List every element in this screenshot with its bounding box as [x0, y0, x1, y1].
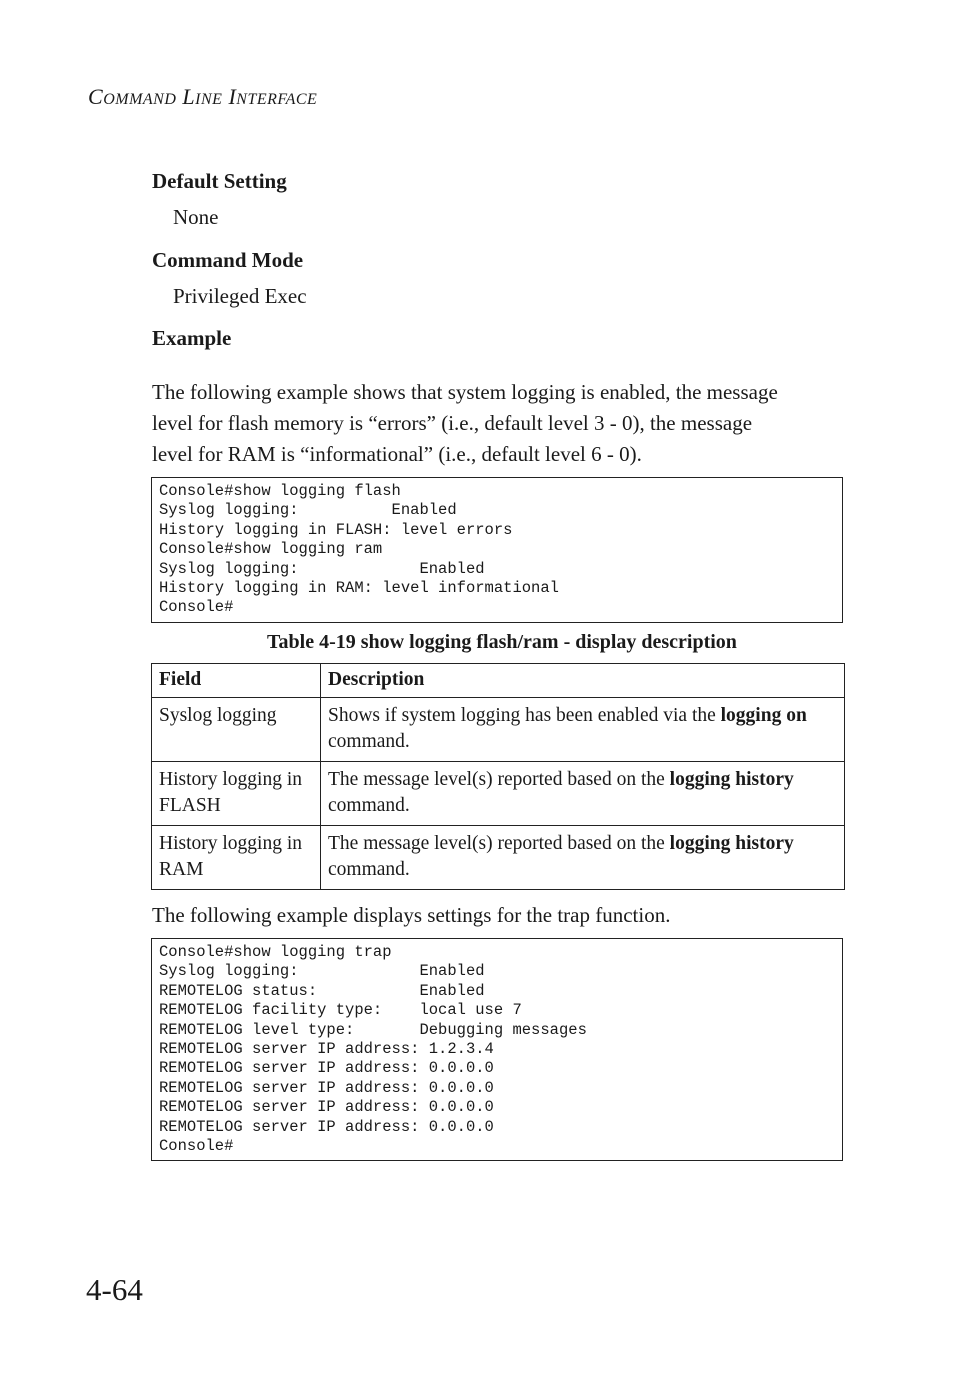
code-line: REMOTELOG server IP address: 1.2.3.4	[159, 1039, 494, 1058]
header-initial-3: I	[228, 84, 237, 109]
code-block-trap	[151, 938, 843, 1161]
description-cell	[321, 762, 845, 826]
desc-command: logging on	[720, 705, 807, 726]
intro-line: level for flash memory is “errors” (i.e., default level 3 - 0), the message	[152, 411, 753, 435]
code-line: REMOTELOG server IP address: 0.0.0.0	[159, 1059, 494, 1078]
description-cell	[321, 698, 845, 762]
desc-text: The message level(s) reported based on the	[328, 769, 670, 790]
field-cell: History logging in FLASH	[152, 762, 321, 826]
code-line: REMOTELOG level type: Debugging messages	[159, 1020, 587, 1039]
intro-paragraph	[152, 377, 852, 470]
table-row	[152, 826, 845, 890]
trap-intro: The following example displays settings for the trap function.	[152, 903, 671, 927]
code-line: Syslog logging: Enabled	[159, 962, 485, 981]
code-block-flash-ram	[151, 477, 843, 623]
code-line: Syslog logging: Enabled	[159, 559, 485, 578]
header-rest-3: NTERFACE	[236, 91, 318, 108]
default-setting-heading: Default Setting	[152, 169, 287, 193]
code-line: REMOTELOG server IP address: 0.0.0.0	[159, 1098, 494, 1117]
page-number: 4-64	[86, 1272, 143, 1307]
desc-text: command.	[328, 795, 410, 816]
desc-text: The message level(s) reported based on the	[328, 833, 670, 854]
code-line: Console#show logging ram	[159, 540, 383, 559]
code-line: Console#	[159, 598, 234, 617]
field-cell: History logging in RAM	[152, 826, 321, 890]
header-field: Field	[152, 664, 321, 698]
intro-line: The following example shows that system logging is enabled, the message	[152, 380, 778, 404]
code-line: Syslog logging: Enabled	[159, 501, 457, 520]
header-initial-1: C	[88, 84, 104, 109]
table-header-row	[152, 664, 845, 698]
desc-command: logging history	[669, 833, 794, 854]
field-cell: Syslog logging	[152, 698, 321, 762]
code-line: Console#	[159, 1136, 234, 1155]
code-line: History logging in RAM: level informational	[159, 578, 559, 597]
code-line: REMOTELOG server IP address: 0.0.0.0	[159, 1078, 494, 1097]
header-rest-1: OMMAND	[103, 91, 177, 108]
running-header	[88, 84, 317, 110]
desc-text: command.	[328, 731, 410, 752]
code-line: Console#show logging trap	[159, 943, 392, 961]
header-rest-2: INE	[195, 91, 223, 108]
desc-text: command.	[328, 859, 410, 880]
code-line: REMOTELOG facility type: local use 7	[159, 1001, 522, 1020]
command-mode-heading: Command Mode	[152, 248, 304, 272]
description-cell	[321, 826, 845, 890]
code-line: REMOTELOG status: Enabled	[159, 981, 485, 1000]
table-row	[152, 698, 845, 762]
desc-command: logging history	[669, 769, 794, 790]
default-setting-value: None	[173, 205, 219, 229]
code-line: Console#show logging flash	[159, 482, 401, 500]
table-row	[152, 762, 845, 826]
code-line: History logging in FLASH: level errors	[159, 520, 513, 539]
intro-line: level for RAM is “informational” (i.e., default level 6 - 0).	[152, 442, 642, 466]
table-caption: Table 4-19 show logging flash/ram - display description	[267, 631, 737, 653]
header-initial-2: L	[182, 84, 196, 109]
command-mode-value: Privileged Exec	[173, 284, 307, 308]
desc-text: Shows if system logging has been enabled via the	[328, 705, 721, 726]
code-line: REMOTELOG server IP address: 0.0.0.0	[159, 1117, 494, 1136]
description-table	[151, 663, 845, 890]
example-heading: Example	[152, 326, 232, 350]
header-description: Description	[321, 664, 845, 698]
